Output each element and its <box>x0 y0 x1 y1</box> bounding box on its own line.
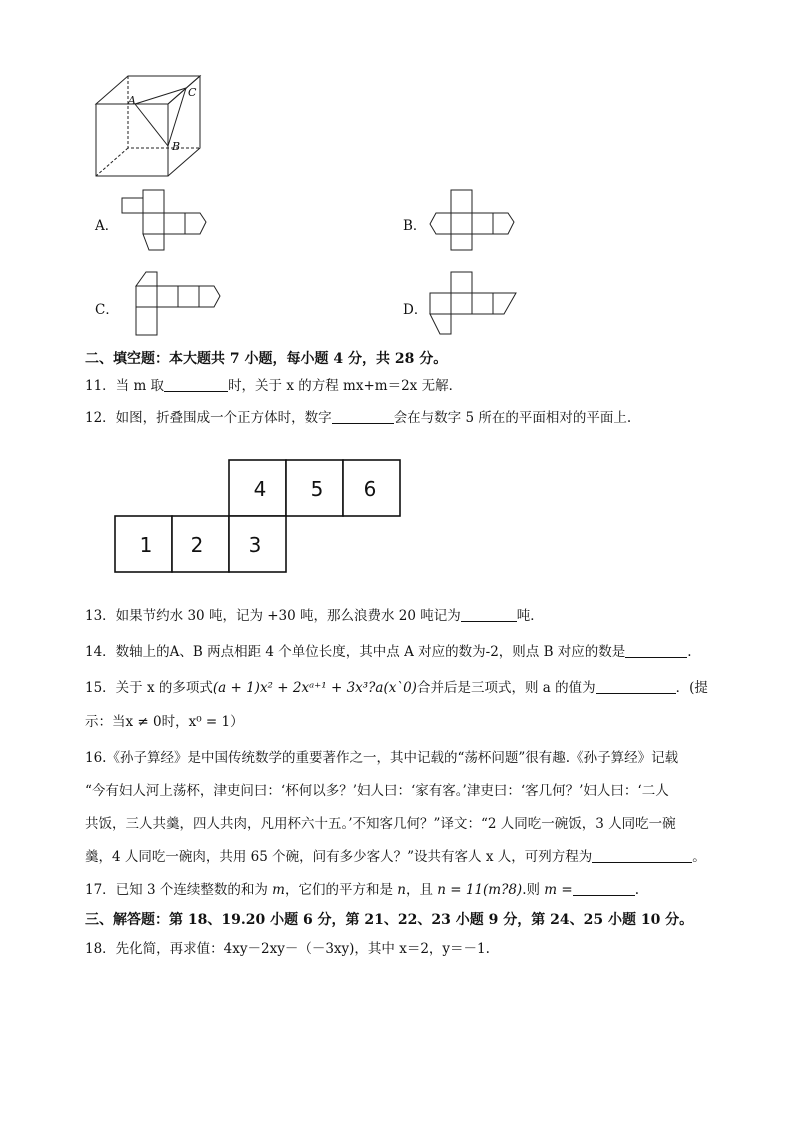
q14-blank[interactable] <box>625 644 687 659</box>
net-number-3: 3 <box>248 533 262 557</box>
section3-heading: 三、解答题：第 18、19.20 小题 6 分，第 21、22、23 小题 9 分，第 24、25 小题 10 分。 <box>85 912 694 928</box>
option-b-net <box>430 190 520 252</box>
q14-text-a: 14．数轴上的A、B 两点相距 4 个单位长度，其中点 A 对应的数为-2，则点 B 对应的数是 <box>85 644 626 660</box>
option-c-label: C． <box>95 302 119 318</box>
q11-text-b: 时，关于 x 的方程 mx+m＝2x 无解． <box>228 378 463 394</box>
q15-text-c: ．(提 <box>675 680 708 696</box>
question-18: 18．先化简，再求值：4xy－2xy－（－3xy)，其中 x＝2，y＝－1. <box>85 941 490 957</box>
net-number-2: 2 <box>190 533 204 557</box>
question-16-line-3: 共饭，三人共羹，四人共肉，凡用杯六十五。’不知客几何？”译文：“2 人同吃一碗饭，3 人同吃一碗 <box>85 816 676 832</box>
q11-text-a: 11．当 m 取 <box>85 378 165 394</box>
q17-var-m: m <box>272 882 285 898</box>
question-14 <box>85 640 692 660</box>
question-13 <box>85 604 544 624</box>
q17-equation: n = 11(m?8) <box>437 882 523 898</box>
point-c-label: C <box>188 86 197 99</box>
net-number-5: 5 <box>310 477 324 501</box>
question-16-line-1: 16.《孙子算经》是中国传统数学的重要著作之一，其中记载的“荡杯问题”很有趣.《孙子算经》记载 <box>85 750 679 766</box>
question-15-hint: 示：当x ≠ 0时，x⁰ = 1） <box>85 714 244 730</box>
option-d-net <box>430 272 526 338</box>
q17-var-n: n <box>397 882 406 898</box>
q14-text-b: . <box>687 644 692 660</box>
option-b-label: B． <box>403 218 427 234</box>
q13-text-b: 吨． <box>516 608 544 624</box>
question-11 <box>85 374 462 394</box>
q16-blank[interactable] <box>592 849 692 864</box>
q17-blank[interactable] <box>573 882 635 897</box>
cube-figure <box>90 70 220 180</box>
question-12 <box>85 406 631 426</box>
q13-blank[interactable] <box>461 608 517 623</box>
option-a-net <box>122 190 212 252</box>
option-d-label: D． <box>403 302 428 318</box>
section2-heading: 二、填空题：本大题共 7 小题，每小题 4 分，共 28 分。 <box>85 351 448 367</box>
question-17 <box>85 878 639 898</box>
q11-blank[interactable] <box>164 378 228 393</box>
net-number-1: 1 <box>139 533 153 557</box>
q17-text-d: .则 <box>522 882 540 898</box>
point-b-label: B <box>172 140 181 153</box>
q17-text-a: 17．已知 3 个连续整数的和为 <box>85 882 268 898</box>
net-number-6: 6 <box>363 477 377 501</box>
question-16-line-4 <box>85 845 706 865</box>
cube-edges <box>96 76 200 176</box>
q16-text-b: 。 <box>692 849 706 865</box>
q12-text-b: 会在与数字 5 所在的平面相对的平面上. <box>393 410 632 426</box>
q15-text-b: 合并后是三项式，则 a 的值为 <box>416 680 596 696</box>
question-15 <box>85 676 708 696</box>
q16-text-a: 羹，4 人同吃一碗肉，共用 65 个碗，问有多少客人？”设共有客人 x 人，可列方程为 <box>85 849 593 865</box>
q15-text-a: 15．关于 x 的多项式 <box>85 680 213 696</box>
q15-blank[interactable] <box>596 680 676 695</box>
q12-blank[interactable] <box>332 410 394 425</box>
q12-text-a: 12．如图，折叠围成一个正方体时，数字 <box>85 410 332 426</box>
net-number-4: 4 <box>253 477 267 501</box>
option-a-label: A． <box>95 218 119 234</box>
q13-text-a: 13．如果节约水 30 吨，记为 +30 吨，那么浪费水 20 吨记为 <box>85 608 461 624</box>
question-16-line-2: “今有妇人河上荡杯，津吏问曰：‘杯何以多？’妇人曰：‘家有客。’津吏曰：‘客几何？’妇人曰：‘二人 <box>85 783 669 799</box>
option-c-net <box>136 272 226 338</box>
q17-text-b: ，它们的平方和是 <box>284 882 393 898</box>
q17-m-equals: m = <box>544 882 573 898</box>
q17-text-c: ，且 <box>405 882 433 898</box>
q17-text-e: . <box>634 882 639 898</box>
point-a-label: A <box>128 94 136 107</box>
q15-polynomial: (a + 1)x² + 2xᵃ⁺¹ + 3x³?a(x`0) <box>212 680 417 696</box>
cube-net-grid <box>114 459 404 575</box>
